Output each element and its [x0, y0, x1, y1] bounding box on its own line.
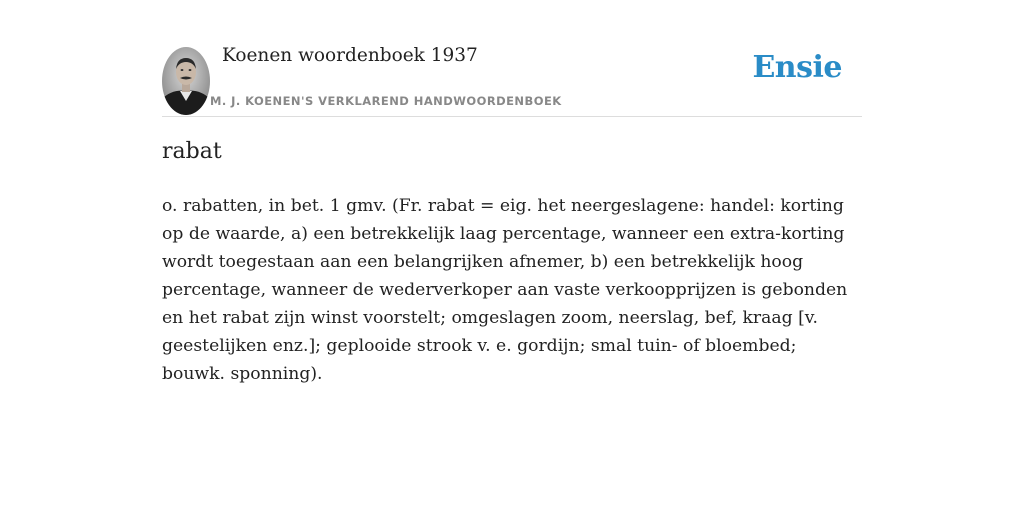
ensie-logo[interactable]: Ensie — [752, 50, 842, 85]
dictionary-subtitle: M. J. KOENEN'S VERKLAREND HANDWOORDENBOEK — [210, 94, 562, 108]
entry-headword: rabat — [162, 139, 222, 164]
dictionary-header — [162, 0, 862, 117]
dictionary-title[interactable]: Koenen woordenboek 1937 — [222, 45, 478, 66]
author-portrait-icon[interactable] — [162, 47, 210, 115]
content-container — [162, 0, 862, 384]
entry-definition: o. rabatten, in bet. 1 gmv. (Fr. rabat = eig. het neergeslagene: handel: korting op de waarde, a) een betrekkelijk laag percentage, wanneer een extra-korting wordt toegestaan aan een belangrijken afnemer, b) een betrekkelijk hoog percentage, wanneer de wederverkoper aan vaste verkoopprijzen is gebonden en het rabat zijn winst voorstelt; omgeslagen zoom, neerslag, bef, kraag [v. geestelijken enz.]; geplooide strook v. e. gordijn; smal tuin- of bloembed; bouwk. sponning). — [162, 196, 848, 384]
